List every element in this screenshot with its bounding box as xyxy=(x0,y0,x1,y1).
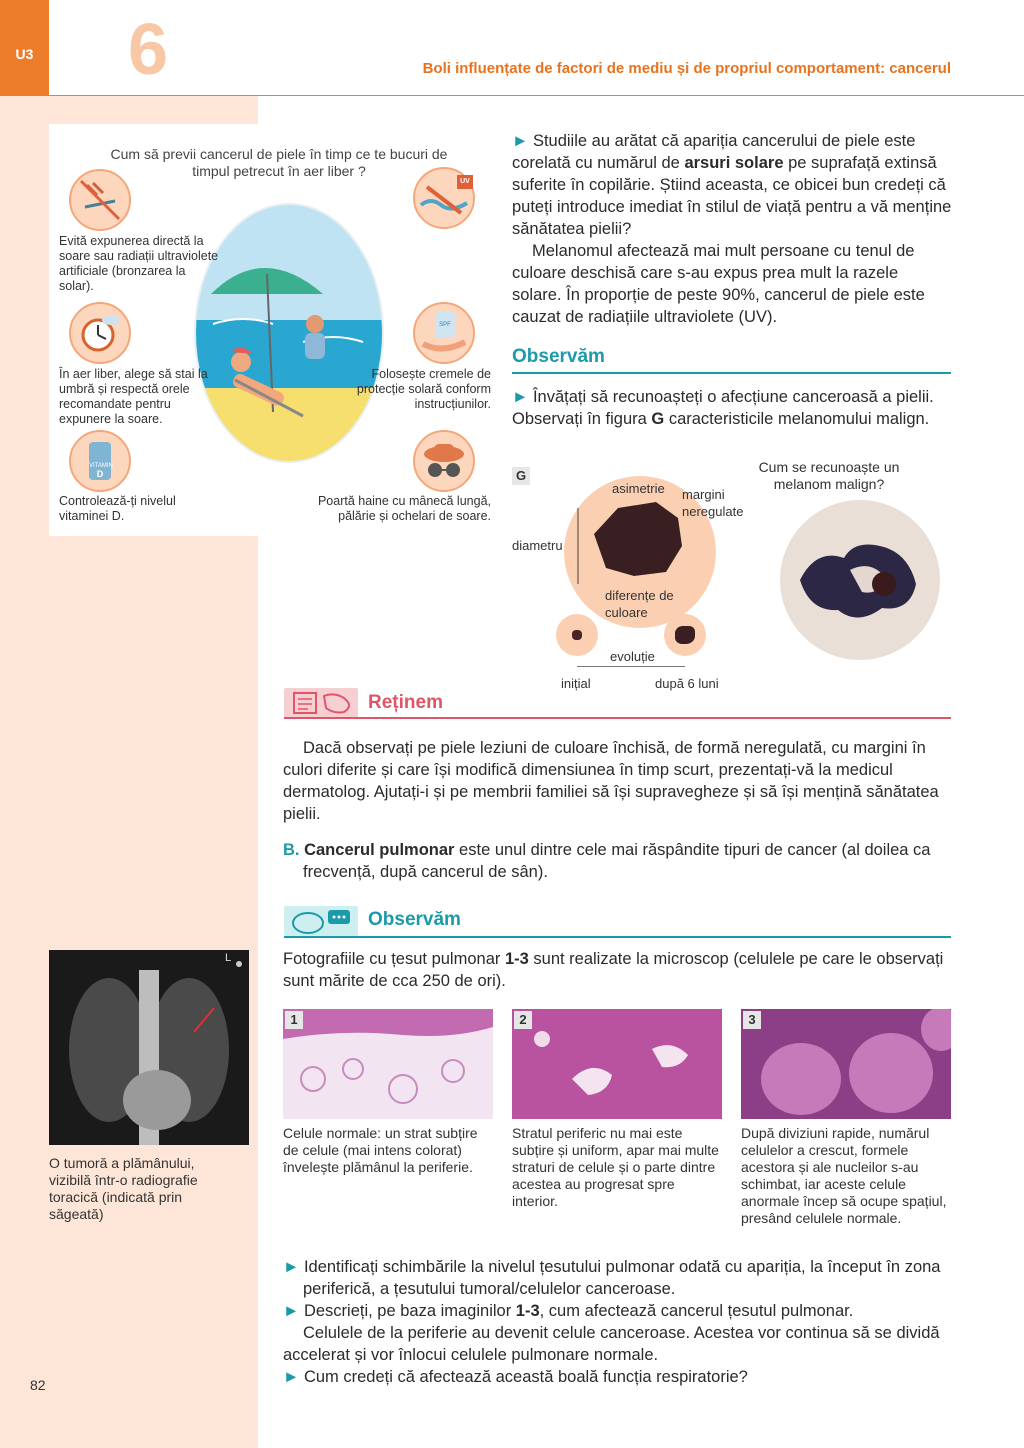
bullet-icon: ► xyxy=(512,388,529,406)
chapter-number: 6 xyxy=(128,10,169,90)
micro-photo-1 xyxy=(283,1009,493,1119)
retinem-icon xyxy=(284,688,358,718)
page-number: 82 xyxy=(30,1377,46,1393)
section-title-observam-1: Observăm xyxy=(512,346,605,367)
after-6-months-mole xyxy=(664,614,706,656)
question-2: ► Descrieți, pe baza imaginilor 1-3, cum afectează cancerul țesutul pulmonar. xyxy=(283,1302,854,1320)
section-b-letter: B. xyxy=(283,841,300,859)
retinem-text: Dacă observați pe piele leziuni de culoare închisă, de formă neregulată, cu margini în culori diferite și care își modifică dimensiunea în timp scurt, prezentați-vă la medicul dermatolog. Ajutați-i și pe membrii familiei să își supravegheze și să își mențină sănătatea pielii. xyxy=(283,739,939,823)
sunburn-term: arsuri solare xyxy=(684,154,784,172)
no-tanning-bed-icon xyxy=(69,169,131,231)
diferente-label: diferențe de culoare xyxy=(605,588,674,620)
tip-right-1: Folosește cremele de protecție solară conform instrucțiunilor. xyxy=(356,367,491,411)
no-uv-icon xyxy=(413,167,475,229)
tip-left-1: Evită expunerea directă la soare sau radiații ultraviolete artificiale (bronzarea la solar). xyxy=(59,234,219,293)
section-b-paragraph: B. Cancerul pulmonar este unul dintre cele mai răspândite tipuri de cancer (al doilea ca frecvență, după cancerul de sân). xyxy=(283,841,931,881)
uv-label: UV xyxy=(457,175,473,189)
tip-right-2: Poartă haine cu mânecă lungă, pălărie și ochelari de soare. xyxy=(317,494,491,523)
after-label: după 6 luni xyxy=(655,676,719,691)
vitamin-label: VITAMIN xyxy=(89,463,113,469)
initial-mole xyxy=(556,614,598,656)
question-1: ► Identificați schimbările la nivelul țesutului pulmonar odată cu apariția, la început în zona periferică, a țesutului tumoral/celulelor canceroase. xyxy=(283,1258,941,1298)
tip-left-2: În aer liber, alege să stai la umbră și respectă orele recomandate pentru expunere la soare. xyxy=(59,367,208,426)
evolutie-label: evoluție xyxy=(610,649,655,664)
photo-number-3: 3 xyxy=(743,1011,761,1029)
asimetrie-label: asimetrie xyxy=(612,481,665,496)
margini-label: margini neregulate xyxy=(682,487,744,519)
photo-number-1: 1 xyxy=(285,1011,303,1029)
bullet-icon: ► xyxy=(283,1302,300,1320)
bullet-icon: ► xyxy=(283,1368,300,1386)
diametru-label: diametru xyxy=(512,538,563,553)
tip-left-3: Controlează-ți nivelul vitaminei D. xyxy=(59,494,176,523)
section-title-observam-2: Observăm xyxy=(368,909,461,930)
melanoma-photo xyxy=(780,500,940,660)
intro-paragraph-2: Melanomul afectează mai mult persoane cu tenul de culoare deschisă care s-au expus prea mult la razele solare. În proporție de peste 90%, cancerul de piele este cauzat de radiațiile ultraviolete (UV). xyxy=(512,242,925,326)
photo-number-2: 2 xyxy=(514,1011,532,1029)
unit-tab xyxy=(0,0,49,96)
beach-illustration xyxy=(193,202,385,464)
section-rule xyxy=(284,936,951,938)
micro-photo-3 xyxy=(741,1009,951,1119)
initial-label: inițial xyxy=(561,676,591,691)
sun-protection-infobox xyxy=(49,124,501,536)
spf-label: SPF xyxy=(435,312,455,338)
answer-paragraph: Celulele de la periferie au devenit celule canceroase. Acestea vor continua să se dividă accelerat și vor înlocui celulele pulmonare normale. xyxy=(283,1324,940,1364)
chapter-title: Boli influențate de factori de mediu și de propriul comportament: cancerul xyxy=(422,60,951,77)
xray-marker: L xyxy=(225,952,232,964)
chest-xray-image xyxy=(49,950,249,1145)
vitamin-d-label: D xyxy=(96,469,104,479)
vitamin-d-bottle-icon xyxy=(69,430,131,492)
micro-caption-3: După diviziuni rapide, numărul celulelor a crescut, formele acestora și ale nucleilor s-au schimbat, iar aceste celule anormale încep să ocupe spațiul, presând celulele normale. xyxy=(741,1125,947,1226)
unit-label: U3 xyxy=(15,46,34,62)
figure-g-label: G xyxy=(512,467,530,485)
micro-caption-2: Stratul periferic nu mai este subțire și uniform, apar mai multe straturi de celule și o parte dintre acestea au progresat spre interior. xyxy=(512,1125,719,1209)
intro-paragraph-1: ► Studiile au arătat că apariția cancerului de piele este corelată cu numărul de arsuri solare pe suprafață extinsă suferite în copilărie. Știind aceasta, ce obicei bun credeți că puteți introduce imediat în stilul de viață pentru a vă menține sănătatea pielii? xyxy=(512,132,952,238)
sunscreen-hand-icon xyxy=(413,302,475,364)
observam-icon xyxy=(284,906,358,936)
lung-cancer-term: Cancerul pulmonar xyxy=(304,841,455,859)
evolution-line xyxy=(577,666,685,667)
clock-shade-icon xyxy=(69,302,131,364)
melanoma-question: Cum se recunoaște un melanom malign? xyxy=(758,459,900,492)
infobox-title: Cum să previi cancerul de piele în timp ce te bucuri de timpul petrecut în aer liber ? xyxy=(110,146,448,179)
bullet-icon: ► xyxy=(283,1258,300,1276)
micro-photo-2 xyxy=(512,1009,722,1119)
observam-1-text: ► Învățați să recunoașteți o afecțiune canceroasă a pielii. Observați în figura G caracteristicile melanomului malign. xyxy=(512,388,934,428)
hat-sunglasses-icon xyxy=(413,430,475,492)
question-3: ► Cum credeți că afectează această boală funcția respiratorie? xyxy=(283,1368,748,1386)
retinem-title: Reținem xyxy=(368,692,443,713)
section-rule xyxy=(512,372,951,374)
observam-2-text: Fotografiile cu țesut pulmonar 1-3 sunt realizate la microscop (celulele pe care le observați sunt mărite de cca 250 de ori). xyxy=(283,950,944,990)
bullet-icon: ► xyxy=(512,132,529,150)
retinem-rule xyxy=(284,717,951,719)
micro-caption-1: Celule normale: un strat subțire de celule (mai intens colorat) învelește plămânul la periferie. xyxy=(283,1125,478,1175)
xray-caption: O tumoră a plămânului, vizibilă într-o radiografie toracică (indicată prin săgeată) xyxy=(49,1155,198,1222)
